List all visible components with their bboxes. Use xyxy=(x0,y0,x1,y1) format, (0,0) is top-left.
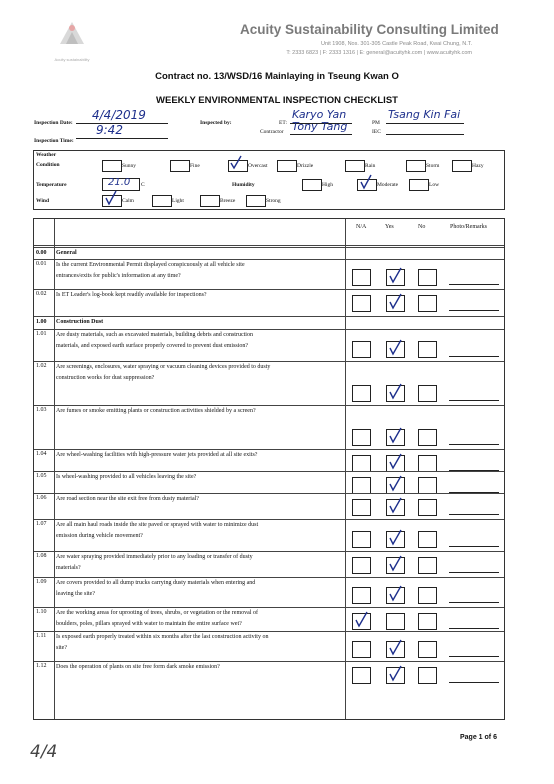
check-mark-icon xyxy=(388,556,402,570)
iec-field[interactable] xyxy=(386,122,464,135)
company-address xyxy=(232,40,472,58)
col-header-yes: Yes xyxy=(385,224,394,230)
item-question xyxy=(56,552,356,574)
contact-line: T: 2333 6823 | F: 2333 1316 | E: general@acuityhk.com | www.acuityhk.com xyxy=(286,50,472,56)
check-mark-icon xyxy=(388,586,402,600)
check-mark-icon xyxy=(388,498,402,512)
question-line: Are covers provided to all dump trucks carrying dusty materials when entering and xyxy=(56,580,256,586)
handwritten-page-note: 4/4 xyxy=(30,742,58,762)
contractor-label: Contractor xyxy=(260,129,284,135)
checkbox-no[interactable] xyxy=(418,557,437,574)
checklist-title: WEEKLY ENVIRONMENTAL INSPECTION CHECKLIST xyxy=(156,95,398,106)
checkbox-no[interactable] xyxy=(418,455,437,472)
col-header-no: No xyxy=(418,224,426,230)
checkbox-no[interactable] xyxy=(418,429,437,446)
checkbox-no[interactable] xyxy=(418,295,437,312)
check-mark-icon xyxy=(388,340,402,354)
row-divider xyxy=(34,245,504,246)
item-number: 1.01 xyxy=(36,331,47,337)
question-line: Are road section near the site exit free from dusty material? xyxy=(56,496,199,502)
condition-overcast-label: Overcast xyxy=(248,163,268,169)
checkbox-no[interactable] xyxy=(418,269,437,286)
et-label: ET: xyxy=(279,120,287,126)
checkbox-no[interactable] xyxy=(418,385,437,402)
checkbox-no[interactable] xyxy=(418,477,437,494)
check-mark-icon xyxy=(388,530,402,544)
pm-label: PM xyxy=(372,120,380,126)
item-question xyxy=(56,578,356,600)
checkbox-na[interactable] xyxy=(352,455,371,472)
question-line: Is ET Leader's log-book kept readily available for inspections? xyxy=(56,292,207,298)
condition-drizzle-label: Drizzle xyxy=(297,163,314,169)
wind-strong-checkbox[interactable] xyxy=(246,195,266,207)
iec-label: IEC xyxy=(372,129,381,135)
column-divider xyxy=(54,219,55,719)
inspection-time-value: 9:42 xyxy=(96,123,123,137)
inspection-time-label: Inspection Time: xyxy=(34,138,74,144)
check-mark-icon xyxy=(354,612,368,626)
section-title: Construction Dust xyxy=(56,319,104,325)
item-question xyxy=(56,520,356,542)
remarks-field[interactable] xyxy=(449,656,499,657)
humidity-moderate-label: Moderate xyxy=(377,182,399,188)
remarks-field[interactable] xyxy=(449,572,499,573)
checkbox-na[interactable] xyxy=(352,667,371,684)
remarks-field[interactable] xyxy=(449,546,499,547)
question-line: Are the working areas for uprooting of trees, shrubs, or vegetation or the removal of xyxy=(56,610,258,616)
wind-calm-label: Calm xyxy=(122,198,134,204)
item-question xyxy=(56,632,356,654)
address-line: Unit 1908, Nos. 301-305 Castle Peak Road, Kwai Chung, N.T. xyxy=(320,41,472,47)
col-header-remarks: Photo/Remarks xyxy=(450,224,487,230)
condition-label: Condition xyxy=(36,162,60,168)
question-line: Are screenings, enclosures, water spraying or vacuum cleaning devices provided to dusty xyxy=(56,364,271,370)
contract-title: Contract no. 13/WSD/16 Mainlaying in Tseung Kwan O xyxy=(155,71,399,82)
item-question xyxy=(56,662,356,673)
item-question xyxy=(56,290,356,301)
check-mark-icon xyxy=(388,454,402,468)
remarks-field[interactable] xyxy=(449,356,499,357)
question-line: site? xyxy=(56,645,67,651)
inspection-date-label: Inspection Date: xyxy=(34,120,73,126)
pm-value: Tsang Kin Fai xyxy=(388,108,461,121)
check-mark-icon xyxy=(388,666,402,680)
company-name: Acuity Sustainability Consulting Limited xyxy=(240,22,499,37)
condition-drizzle-checkbox[interactable] xyxy=(277,160,297,172)
checkbox-no[interactable] xyxy=(418,613,437,630)
wind-light-checkbox[interactable] xyxy=(152,195,172,207)
checkbox-no[interactable] xyxy=(418,341,437,358)
humidity-low-checkbox[interactable] xyxy=(409,179,429,191)
item-question xyxy=(56,608,356,630)
temperature-unit: C xyxy=(141,182,145,188)
temperature-value: 21.0 xyxy=(108,177,131,188)
humidity-high-checkbox[interactable] xyxy=(302,179,322,191)
checkbox-yes[interactable] xyxy=(386,613,405,630)
section-title: General xyxy=(56,250,77,256)
question-line: Are fumes or smoke emitting plants or construction activities shielded by a screen? xyxy=(56,408,256,414)
checkbox-na[interactable] xyxy=(352,499,371,516)
condition-storm-label: Storm xyxy=(426,163,440,169)
check-mark-icon xyxy=(388,640,402,654)
humidity-low-label: Low xyxy=(429,182,440,188)
checkbox-no[interactable] xyxy=(418,499,437,516)
question-line: Are dusty materials, such as excavated materials, building debris and construction xyxy=(56,332,253,338)
wind-light-label: Light xyxy=(172,198,184,204)
question-line: Does the operation of plants on site free form dark smoke emission? xyxy=(56,664,220,670)
weather-panel xyxy=(33,150,505,210)
item-number: 1.06 xyxy=(36,495,47,501)
condition-hazy-checkbox[interactable] xyxy=(452,160,472,172)
condition-rain-label: Rain xyxy=(365,163,376,169)
company-logo xyxy=(52,16,92,60)
humidity-label: Humidity xyxy=(232,182,255,188)
calm-check-icon xyxy=(104,191,118,205)
condition-fine-checkbox[interactable] xyxy=(170,160,190,172)
condition-hazy-label: Hazy xyxy=(472,163,484,169)
moderate-check-icon xyxy=(359,175,373,189)
question-line: materials? xyxy=(56,565,81,571)
check-mark-icon xyxy=(388,428,402,442)
question-line: Are water spraying provided immediately prior to any loading or transfer of dusty xyxy=(56,554,253,560)
item-number: 1.11 xyxy=(36,633,47,639)
item-number: 1.05 xyxy=(36,473,47,479)
question-line: construction works for dust suppression? xyxy=(56,375,155,381)
condition-fine-label: Fine xyxy=(190,163,200,169)
page-number: Page 1 of 6 xyxy=(460,734,497,741)
item-question xyxy=(56,362,356,384)
condition-storm-checkbox[interactable] xyxy=(406,160,426,172)
condition-sunny-checkbox[interactable] xyxy=(102,160,122,172)
checkbox-na[interactable] xyxy=(352,269,371,286)
question-line: emission during vehicle movement? xyxy=(56,533,143,539)
checkbox-na[interactable] xyxy=(352,477,371,494)
item-number: 1.08 xyxy=(36,553,47,559)
condition-rain-checkbox[interactable] xyxy=(345,160,365,172)
item-number: 1.12 xyxy=(36,663,47,669)
question-line: boulders, poles, pillars sprayed with water to maintain the entire surface wet? xyxy=(56,621,242,627)
check-mark-icon xyxy=(388,294,402,308)
et-value: Karyo Yan xyxy=(292,108,347,121)
checkbox-na[interactable] xyxy=(352,295,371,312)
wind-breeze-checkbox[interactable] xyxy=(200,195,220,207)
section-number: 0.00 xyxy=(36,250,47,256)
question-line: entrances/exits for public's information at any time? xyxy=(56,273,181,279)
wind-strong-label: Strong xyxy=(266,198,281,204)
checkbox-no[interactable] xyxy=(418,587,437,604)
logo-caption: Acuity sustainability xyxy=(54,57,90,62)
question-line: leaving the site? xyxy=(56,591,95,597)
item-question xyxy=(56,450,356,461)
checklist-table xyxy=(33,218,505,720)
item-number: 0.02 xyxy=(36,291,47,297)
item-number: 1.03 xyxy=(36,407,47,413)
item-question xyxy=(56,494,356,505)
item-number: 0.01 xyxy=(36,261,47,267)
item-number: 1.10 xyxy=(36,609,47,615)
remarks-field[interactable] xyxy=(449,284,499,285)
section-number: 1.00 xyxy=(36,319,47,325)
question-line: Is the current Environmental Permit displayed conspicuously at all vehicle site xyxy=(56,262,245,268)
col-header-na: N/A xyxy=(356,224,367,230)
weather-label: Weather xyxy=(36,152,57,158)
checkbox-na[interactable] xyxy=(352,531,371,548)
remarks-field[interactable] xyxy=(449,400,499,401)
remarks-field[interactable] xyxy=(449,310,499,311)
question-line: Are all main haul roads inside the site paved or sprayed with water to minimize dust xyxy=(56,522,259,528)
item-number: 1.04 xyxy=(36,451,47,457)
checkbox-na[interactable] xyxy=(352,429,371,446)
remarks-field[interactable] xyxy=(449,514,499,515)
item-question xyxy=(56,472,356,483)
humidity-high-label: High xyxy=(322,182,333,188)
overcast-check-icon xyxy=(229,156,243,170)
check-mark-icon xyxy=(388,384,402,398)
check-mark-icon xyxy=(388,268,402,282)
question-line: Is exposed earth properly treated within six months after the last construction activity on xyxy=(56,634,269,640)
item-question xyxy=(56,260,356,282)
item-question xyxy=(56,406,356,417)
checkbox-no[interactable] xyxy=(418,667,437,684)
checkbox-no[interactable] xyxy=(418,531,437,548)
inspected-by-label: Inspected by: xyxy=(200,120,232,126)
item-number: 1.09 xyxy=(36,579,47,585)
wind-breeze-label: Breeze xyxy=(220,198,236,204)
remarks-field[interactable] xyxy=(449,444,499,445)
contractor-value: Tony Tang xyxy=(292,120,348,133)
remarks-field[interactable] xyxy=(449,682,499,683)
inspection-date-value: 4/4/2019 xyxy=(92,108,146,122)
question-line: materials, and exposed earth surface properly covered to prevent dust emission? xyxy=(56,343,249,349)
condition-sunny-label: Sunny xyxy=(122,163,137,169)
question-line: Are wheel-washing facilities with high-pressure water jets provided at all site exits? xyxy=(56,452,258,458)
checkbox-no[interactable] xyxy=(418,641,437,658)
checkbox-na[interactable] xyxy=(352,587,371,604)
checkbox-na[interactable] xyxy=(352,341,371,358)
item-question xyxy=(56,330,356,352)
item-number: 1.02 xyxy=(36,363,47,369)
item-number: 1.07 xyxy=(36,521,47,527)
checkbox-na[interactable] xyxy=(352,385,371,402)
wind-label: Wind xyxy=(36,198,50,204)
check-mark-icon xyxy=(388,476,402,490)
remarks-field[interactable] xyxy=(449,602,499,603)
checkbox-na[interactable] xyxy=(352,557,371,574)
question-line: Is wheel-washing provided to all vehicles leaving the site? xyxy=(56,474,197,480)
remarks-field[interactable] xyxy=(449,628,499,629)
temperature-label: Temperature xyxy=(36,182,67,188)
checkbox-na[interactable] xyxy=(352,641,371,658)
